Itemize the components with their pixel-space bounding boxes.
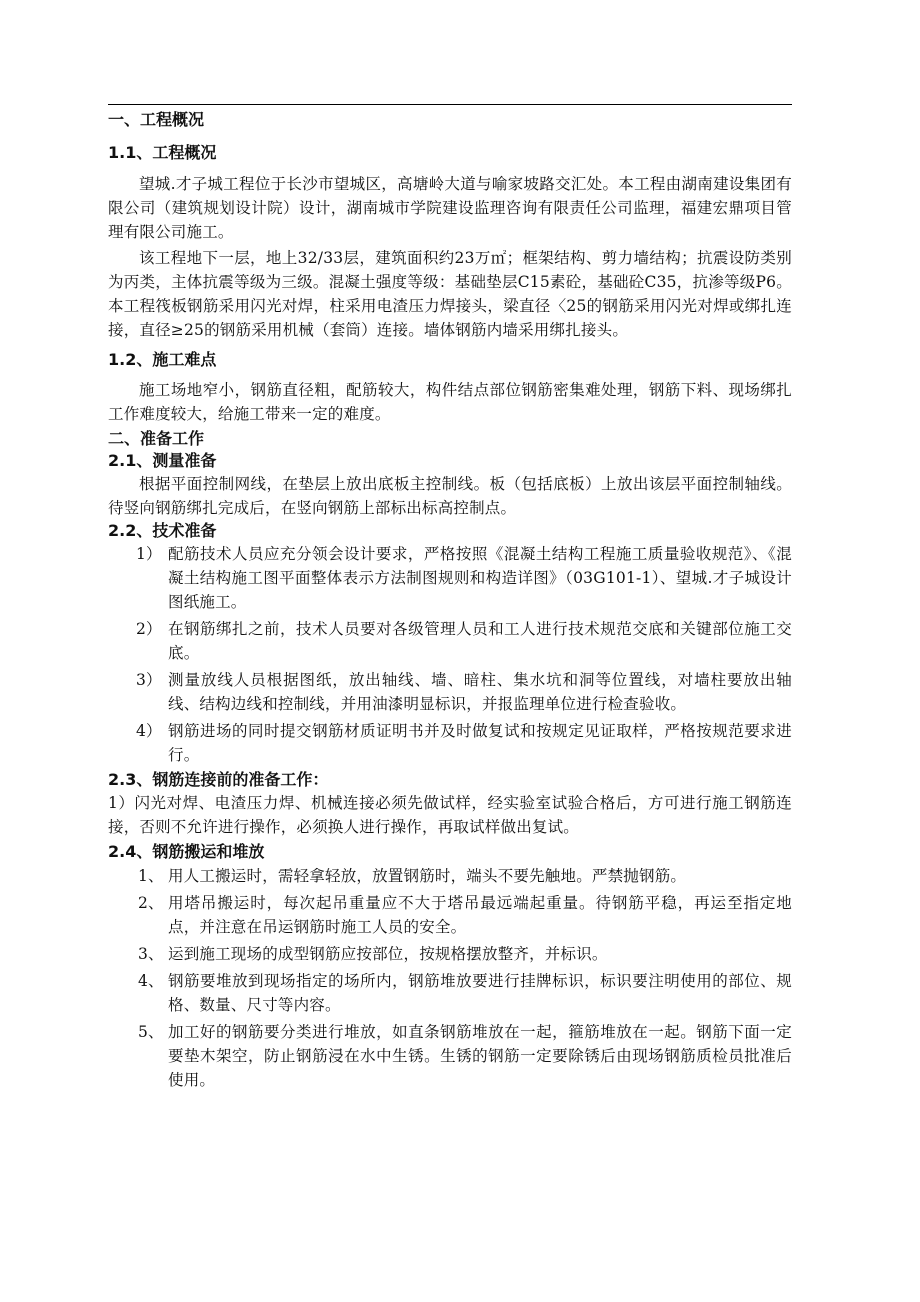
list-item-number: 4、 (138, 972, 164, 990)
section-2-4-title: 2.4、钢筋搬运和堆放 (108, 842, 265, 861)
list-item-text: 运到施工现场的成型钢筋应按部位，按规格摆放整齐，并标识。 (168, 945, 608, 963)
list-item-number: 3、 (138, 945, 164, 963)
list-item-number: 5、 (138, 1023, 164, 1041)
section-2-1-para: 根据平面控制网线，在垫层上放出底板主控制线。板（包括底板）上放出该层平面控制轴线。待竖向钢筋绑扎完成后，在竖向钢筋上部标出标高控制点。 (108, 475, 792, 517)
section-2-2-title: 2.2、技术准备 (108, 521, 217, 540)
list-item-number: 4） (136, 722, 162, 740)
header-rule (108, 104, 792, 105)
section-1-1-para-2: 该工程地下一层，地上32/33层，建筑面积约23万㎡；框架结构、剪力墙结构；抗震设防类别为丙类，主体抗震等级为三级。混凝土强度等级：基础垫层C15素砼，基础砼C35，抗渗等级P6。本工程筏板钢筋采用闪光对焊，柱采用电渣压力焊接头，梁直径〈25的钢筋采用闪光对焊或绑扎连接，直径≥25的钢筋采用机械（套筒）连接。墙体钢筋内墙采用绑扎接头。 (108, 249, 792, 339)
list-item (108, 719, 792, 767)
document-page (108, 0, 792, 1302)
list-item-number: 1） (136, 545, 162, 563)
list-item-text: 钢筋进场的同时提交钢筋材质证明书并及时做复试和按规定见证取样，严格按规范要求进行。 (168, 722, 792, 764)
section-1-1-title: 1.1、工程概况 (108, 143, 217, 162)
list-item-number: 1、 (138, 867, 164, 885)
list-item (108, 864, 792, 888)
section-2-1-title: 2.1、测量准备 (108, 451, 217, 470)
section-2-title: 二、准备工作 (108, 429, 205, 448)
section-1-2-para: 施工场地窄小，钢筋直径粗，配筋较大，构件结点部位钢筋密集难处理，钢筋下料、现场绑扎工作难度较大，给施工带来一定的难度。 (108, 381, 792, 423)
list-item (108, 668, 792, 716)
list-item-number: 2） (136, 620, 162, 638)
section-1-1-para-1: 望城.才子城工程位于长沙市望城区，高塘岭大道与喻家坡路交汇处。本工程由湖南建设集团有限公司（建筑规划设计院）设计，湖南城市学院建设监理咨询有限责任公司监理，福建宏鼎项目管理有限公司施工。 (108, 175, 792, 241)
section-1-title: 一、工程概况 (108, 110, 205, 129)
list-item-text: 用人工搬运时，需轻拿轻放，放置钢筋时，端头不要先触地。严禁抛钢筋。 (168, 867, 687, 885)
section-2-3-title: 2.3、钢筋连接前的准备工作： (108, 770, 329, 789)
list-item-text: 配筋技术人员应充分领会设计要求，严格按照《混凝土结构工程施工质量验收规范》、《混凝土结构施工图平面整体表示方法制图规则和构造详图》（03G101-1）、望城.才子城设计图纸施工。 (168, 545, 792, 611)
list-item-number: 3） (136, 671, 162, 689)
list-item-text: 加工好的钢筋要分类进行堆放，如直条钢筋堆放在一起，箍筋堆放在一起。钢筋下面一定要垫木架空，防止钢筋浸在水中生锈。生锈的钢筋一定要除锈后由现场钢筋质检员批准后使用。 (168, 1023, 792, 1089)
list-item (108, 891, 792, 939)
list-item (108, 617, 792, 665)
list-item-number: 2、 (138, 894, 164, 912)
list-item-text: 钢筋要堆放到现场指定的场所内，钢筋堆放要进行挂牌标识，标识要注明使用的部位、规格、数量、尺寸等内容。 (168, 972, 792, 1014)
section-1-2-title: 1.2、施工难点 (108, 350, 217, 369)
section-2-3-para: 1）闪光对焊、电渣压力焊、机械连接必须先做试样，经实验室试验合格后，方可进行施工钢筋连接，否则不允许进行操作，必须换人进行操作，再取试样做出复试。 (108, 794, 792, 836)
list-item (108, 1020, 792, 1092)
list-item-text: 测量放线人员根据图纸，放出轴线、墙、暗柱、集水坑和洞等位置线，对墙柱要放出轴线、结构边线和控制线，并用油漆明显标识，并报监理单位进行检查验收。 (168, 671, 792, 713)
list-item (108, 942, 792, 966)
list-item-text: 在钢筋绑扎之前，技术人员要对各级管理人员和工人进行技术规范交底和关键部位施工交底。 (168, 620, 792, 662)
list-item (108, 969, 792, 1017)
list-item-text: 用塔吊搬运时，每次起吊重量应不大于塔吊最远端起重量。待钢筋平稳，再运至指定地点，并注意在吊运钢筋时施工人员的安全。 (168, 894, 792, 936)
list-item (108, 542, 792, 614)
document-body (108, 110, 792, 1095)
